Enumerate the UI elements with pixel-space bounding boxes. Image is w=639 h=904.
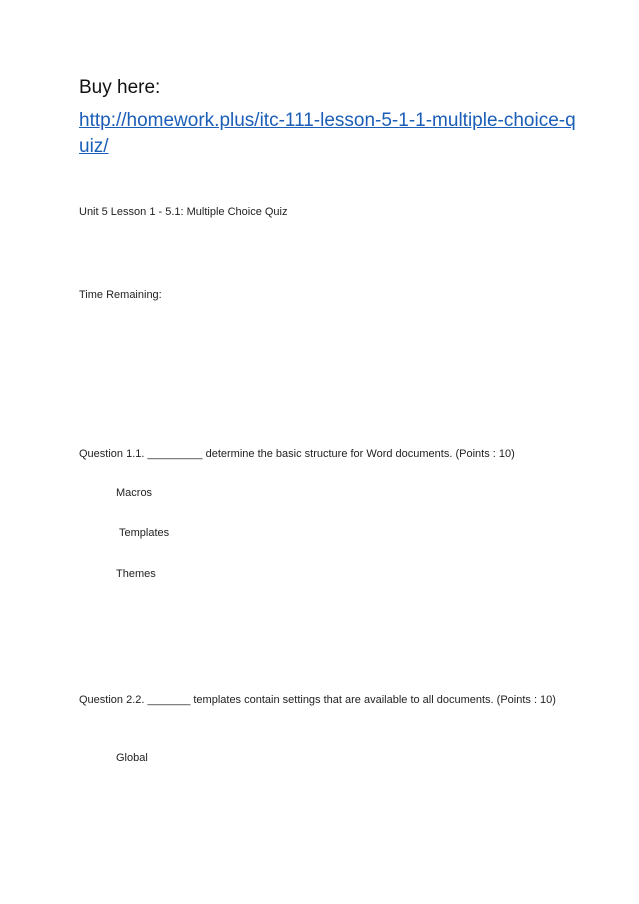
buy-link[interactable]: http://homework.plus/itc-111-lesson-5-1-1-multiple-choice-quiz/ (79, 110, 576, 157)
question-1-text: Question 1.1. _________ determine the basic structure for Word documents. (Points : 10) (79, 448, 515, 460)
question-2-text: Question 2.2. _______ templates contain settings that are available to all documents. (Points : 10) (79, 694, 556, 706)
time-remaining-label: Time Remaining: (79, 289, 162, 301)
question-1-option-templates[interactable]: Templates (119, 527, 170, 539)
quiz-title: Unit 5 Lesson 1 - 5.1: Multiple Choice Quiz (79, 206, 288, 218)
question-1-option-themes[interactable]: Themes (116, 568, 156, 580)
question-1-option-macros[interactable]: Macros (116, 487, 153, 499)
question-2-option-global[interactable]: Global (116, 752, 148, 764)
buy-here-label: Buy here: (79, 77, 161, 98)
